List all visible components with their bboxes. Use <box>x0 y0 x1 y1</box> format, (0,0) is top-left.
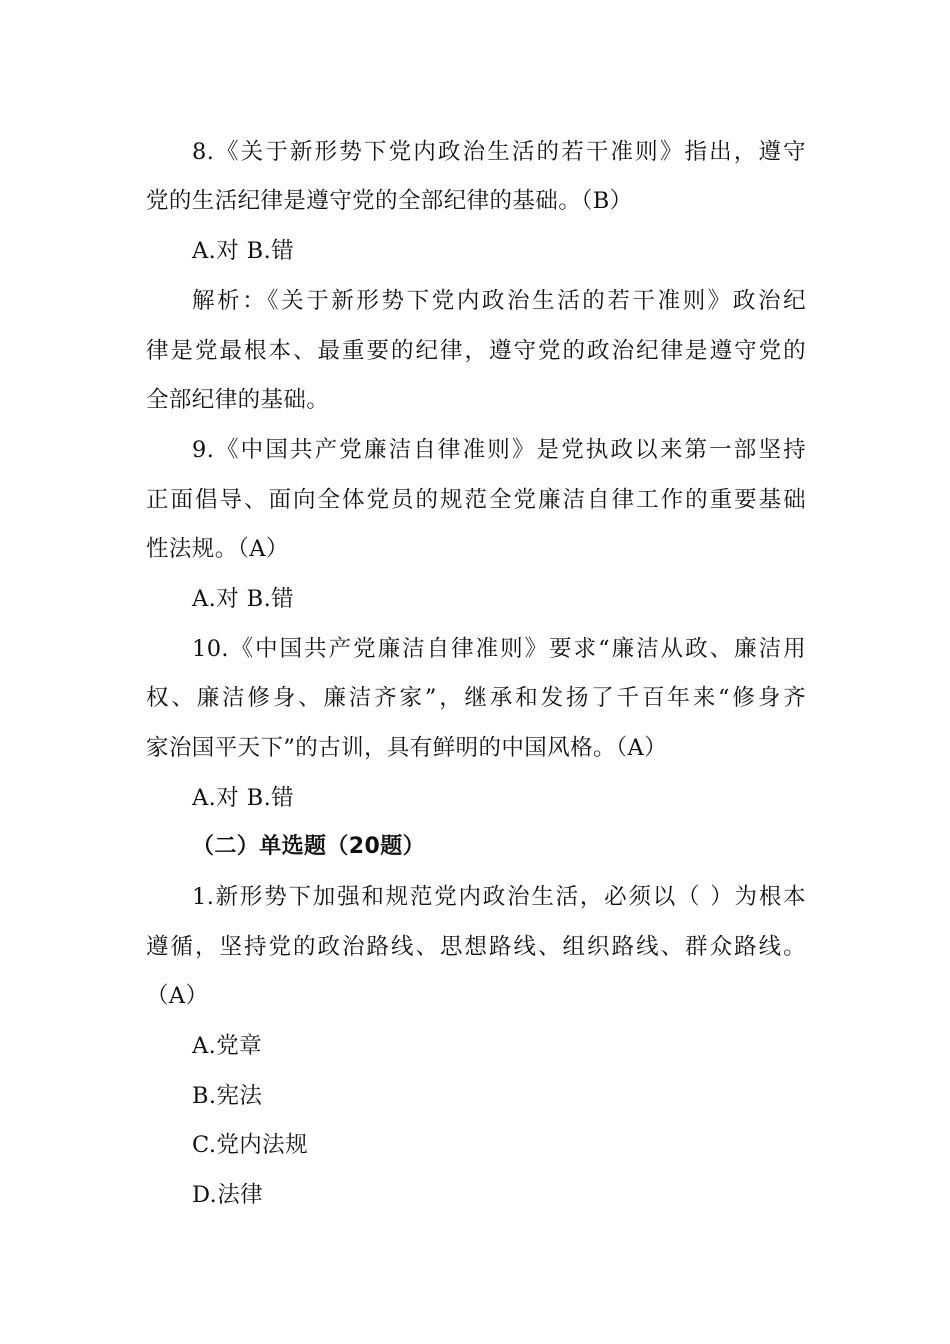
q8-analysis-line-3: 全部纪律的基础。 <box>146 387 330 413</box>
q10-line-3: 家治国平天下”的古训，具有鲜明的中国风格。（A） <box>146 735 668 761</box>
q9-options: A.对 B.错 <box>192 586 295 612</box>
sc1-option-d: D.法律 <box>192 1182 263 1208</box>
q9-line-2: 正面倡导、面向全体党员的规范全党廉洁自律工作的重要基础 <box>146 487 806 513</box>
q10-options: A.对 B.错 <box>192 785 295 811</box>
q8-line-2: 党的生活纪律是遵守党的全部纪律的基础。（B） <box>146 188 633 214</box>
section-heading: （二）单选题（20题） <box>192 834 426 859</box>
q9-line-3: 性法规。（A） <box>146 536 289 562</box>
sc1-option-b: B.宪法 <box>192 1083 263 1109</box>
sc1-line-1: 1.新形势下加强和规范党内政治生活，必须以（ ）为根本 <box>192 884 806 910</box>
q10-line-1: 10.《中国共产党廉洁自律准则》要求“廉洁从政、廉洁用 <box>192 636 806 662</box>
sc1-option-a: A.党章 <box>192 1033 263 1059</box>
q8-analysis-line-2: 律是党最根本、最重要的纪律，遵守党的政治纪律是遵守党的 <box>146 338 806 364</box>
q10-line-2: 权、廉洁修身、廉洁齐家”，继承和发扬了千百年来“修身齐 <box>146 685 806 711</box>
q8-options: A.对 B.错 <box>192 238 295 264</box>
q8-line-1: 8.《关于新形势下党内政治生活的若干准则》指出，遵守 <box>192 139 806 165</box>
sc1-line-2: 遵循，坚持党的政治路线、思想路线、组织路线、群众路线。 <box>146 934 806 960</box>
q8-analysis-line-1: 解析：《关于新形势下党内政治生活的若干准则》政治纪 <box>192 288 806 314</box>
q9-line-1: 9.《中国共产党廉洁自律准则》是党执政以来第一部坚持 <box>192 437 806 463</box>
sc1-answer: （A） <box>146 983 209 1009</box>
sc1-option-c: C.党内法规 <box>192 1132 308 1158</box>
